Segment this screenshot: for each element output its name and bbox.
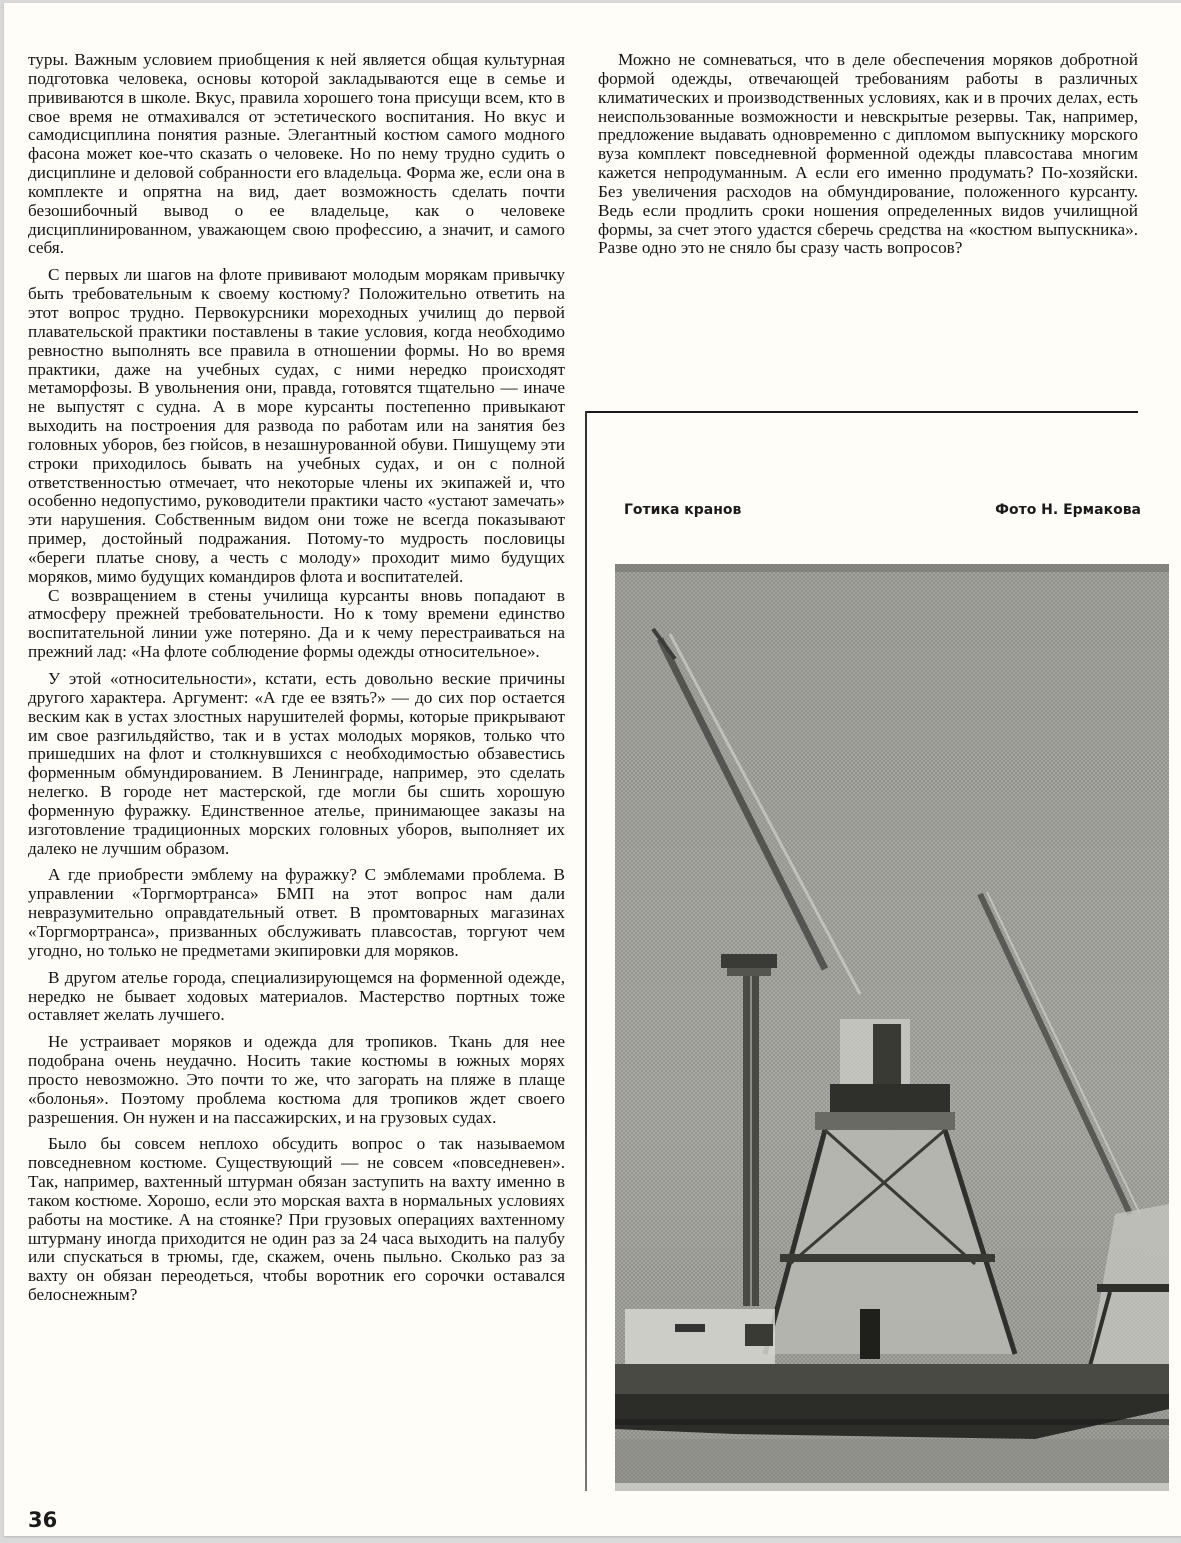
photo-caption bbox=[624, 502, 1141, 518]
paragraph: У этой «относительности», кстати, есть довольно веские причины другого характера. Аргумент: «А где ее взять?» — до сих пор остается веским как в устах злостных нарушителей формы, которые прикрывают им свое разгильдяйство, так и в устах молодых моряков, только что пришедших на флот и столкнувшихся с необходимостью обзавестись форменным обмундированием. В Ленинграде, например, это сделать нелегко. В городе нет мастерской, где могли бы сшить хорошую форменную фуражку. Единственное ателье, принимающее заказы на изготовление традиционных морских головных уборов, выполняет их далеко не лучшим образом. bbox=[28, 669, 565, 858]
caption-title: Готика кранов bbox=[624, 502, 742, 518]
paragraph: туры. Важным условием приобщения к ней является общая культурная подготовка человека, основы которой закладываются еще в семье и прививаются в школе. Вкус, правила хорошего тона присущи всем, кто в свое время не отмахивался от эстетического воспитания. Но вкус и самодисциплина понятия разные. Элегантный костюм самого модного фасона может кое-что сказать о человеке. Но по нему трудно судить о дисциплине и деловой собранности его владельца. Форма же, если она в комплекте и опрятна на вид, дает возможность сделать почти безошибочный вывод о ее владельце, как о человеке дисциплинированном, уважающем свою профессию, а значит, и самого себя. bbox=[28, 50, 565, 258]
magazine-page bbox=[4, 3, 1181, 1536]
crane-photo-illustration bbox=[615, 564, 1169, 1491]
paragraph: Можно не сомневаться, что в деле обеспечения моряков добротной формой одежды, отвечающей требованиям работы в различных климатических и производственных условиях, как и в прочих делах, есть неиспользованные возможности и невскрытые резервы. Так, например, предложение выдавать одновременно с дипломом выпускнику морского вуза комплект повседневной форменной одежды плавсостава многим кажется непродуманным. А если его именно продумать? По-хозяйски. Без увеличения расходов на обмундирование, положенного курсанту. Ведь если продлить сроки ношения определенных видов училищной формы, за счет этого удастся сберечь средства на «костюм выпускника». Разве одно это не сняло бы сразу часть вопросов? bbox=[598, 50, 1138, 258]
page-number: 36 bbox=[28, 1508, 58, 1532]
paragraph: В другом ателье города, специализирующемся на форменной одежде, нередко не бывает ходовых материалов. Мастерство портных тоже оставляет желать лучшего. bbox=[28, 967, 565, 1025]
vertical-divider bbox=[585, 411, 587, 1491]
paragraph: Было бы совсем неплохо обсудить вопрос о так называемом повседневном костюме. Существующий — не совсем «повседневен». Так, например, вахтенный штурман обязан заступить на вахту именно в таком костюме. Хорошо, если это морская вахта в нормальных условиях работы на мостике. А на стоянке? При грузовых операциях вахтенному штурману иногда приходится не один раз за 24 часа выходить на палубу или спускаться в трюмы, где, скажем, очень пыльно. Сколько раз за вахту он обязан переодеться, чтобы воротник его сорочки оставался белоснежным? bbox=[28, 1134, 565, 1305]
left-text-column bbox=[28, 51, 565, 1313]
paragraph: А где приобрести эмблему на фуражку? С эмблемами проблема. В управлении «Торгмортранса» БМП на этот вопрос нам дали невразумительно оправдательный ответ. В промтоварных магазинах «Торгмортранса», призванных обслуживать плавсостав, торгуют чем угодно, но только не предметами экипировки для моряков. bbox=[28, 865, 565, 960]
crane-photo bbox=[615, 564, 1169, 1491]
paragraph: С возвращением в стены училища курсанты вновь попадают в атмосферу прежней требовательности. Но к тому времени единство воспитательной линии уже потеряно. Да и к чему перестраиваться на прежний лад: «На флоте соблюдение формы одежды относительное». bbox=[28, 585, 565, 662]
caption-credit: Фото Н. Ермакова bbox=[995, 502, 1141, 518]
paragraph: С первых ли шагов на флоте прививают молодым морякам привычку быть требовательным к своему костюму? Положительно ответить на этот вопрос трудно. Первокурсники мореходных училищ до первой плавательской практики поставлены в такие условия, когда необходимо ревностно выполнять все правила в отношении формы. Но во время практики, даже на учебных судах, с ними нередко происходят метаморфозы. В увольнения они, правда, готовятся тщательно — иначе не выпустят с судна. А в море курсанты постепенно привыкают выходить на построения для развода по работам или на занятия без головных уборов, без гюйсов, в незашнурованной обуви. Пишущему эти строки приходилось бывать на учебных судах, и он с полной ответственностью отмечает, что некоторые члены их экипажей и, что особенно недопустимо, руководители практики часто «устают замечать» эти нарушения. Собственным видом они тоже не всегда показывают пример, достойный подражания. Потому-то мудрость пословицы «береги платье снову, а честь с молоду» проходит мимо будущих моряков, мимо будущих командиров флота и воспитателей. bbox=[28, 265, 565, 586]
shore-buildings bbox=[625, 1309, 775, 1369]
paragraph: Не устраивает моряков и одежда для тропиков. Ткань для нее подобрана очень неудачно. Носить такие костюмы в южных морях просто невозможно. Это почти то же, что загорать на пляже в плаще «болонья». Поэтому проблема костюма для тропиков ждет своего разрешения. Он нужен и на пассажирских, и на грузовых судах. bbox=[28, 1032, 565, 1127]
horizontal-divider bbox=[585, 411, 1138, 413]
right-text-column bbox=[598, 51, 1138, 266]
